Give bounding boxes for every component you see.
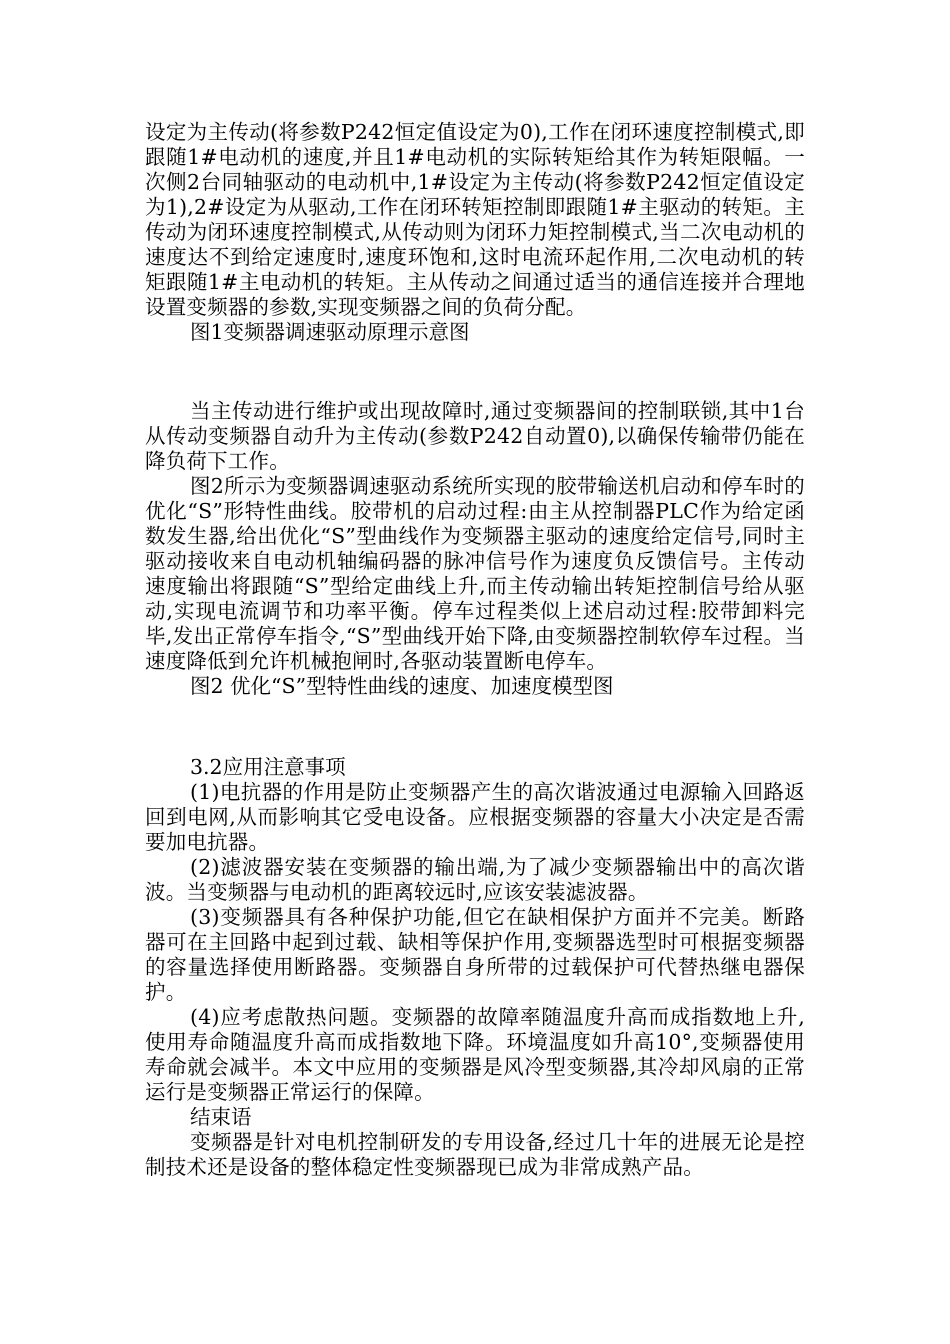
list-item: (2)滤波器安装在变频器的输出端,为了减少变频器输出中的高次谐波。当变频器与电动机的距离较远时,应该安装滤波器。: [145, 855, 805, 904]
list-item: (3)变频器具有各种保护功能,但它在缺相保护方面并不完美。断路器可在主回路中起到过载、缺相等保护作用,变频器选型时可根据变频器的容量选择使用断路器。变频器自身所带的过载保护可代替热继电器保护。: [145, 905, 805, 1004]
figure-2-caption: 图2 优化“S”型特性曲线的速度、加速度模型图: [190, 674, 614, 698]
conclusion-heading: 结束语: [190, 1105, 252, 1129]
conclusion-paragraph: 变频器是针对电机控制研发的专用设备,经过几十年的进展无论是控制技术还是设备的整体稳定性变频器现已成为非常成熟产品。: [145, 1130, 805, 1179]
list-item: (1)电抗器的作用是防止变频器产生的高次谐波通过电源输入回路返回到电网,从而影响其它受电设备。应根据变频器的容量大小决定是否需要加电抗器。: [145, 780, 805, 854]
figure-1-placeholder: [145, 345, 805, 399]
figure-1-caption: 图1变频器调速驱动原理示意图: [190, 320, 470, 344]
body-paragraph: 当主传动进行维护或出现故障时,通过变频器间的控制联锁,其中1台从传动变频器自动升为主传动(参数P242自动置0),以确保传输带仍能在降负荷下工作。: [145, 399, 805, 473]
list-item: (4)应考虑散热问题。变频器的故障率随温度升高而成指数地上升,使用寿命随温度升高而成指数地下降。环境温度如升高10°,变频器使用寿命就会减半。本文中应用的变频器是风冷型变频器,其冷却风扇的正常运行是变频器正常运行的保障。: [145, 1005, 805, 1104]
figure-2-placeholder: [145, 699, 805, 755]
document-page: [145, 120, 805, 1180]
section-heading: 3.2应用注意事项: [190, 755, 346, 779]
body-paragraph: 设定为主传动(将参数P242恒定值设定为0),工作在闭环速度控制模式,即跟随1#电动机的速度,并且1#电动机的实际转矩给其作为转矩限幅。一次侧2台同轴驱动的电动机中,1#设定为主传动(将参数P242恒定值设定为1),2#设定为从驱动,工作在闭环转矩控制即跟随1#主驱动的转矩。主传动为闭环速度控制模式,从传动则为闭环力矩控制模式,当二次电动机的速度达不到给定速度时,速度环饱和,这时电流环起作用,二次电动机的转矩跟随1#主电动机的转矩。主从传动之间通过适当的通信连接并合理地设置变频器的参数,实现变频器之间的负荷分配。: [145, 120, 805, 319]
body-paragraph: 图2所示为变频器调速驱动系统所实现的胶带输送机启动和停车时的优化“S”形特性曲线。胶带机的启动过程:由主从控制器PLC作为给定函数发生器,给出优化“S”型曲线作为变频器主驱动的速度给定信号,同时主驱动接收来自电动机轴编码器的脉冲信号作为速度负反馈信号。主传动速度输出将跟随“S”型给定曲线上升,而主传动输出转矩控制信号给从驱动,实现电流调节和功率平衡。停车过程类似上述启动过程:胶带卸料完毕,发出正常停车指令,“S”型曲线开始下降,由变频器控制软停车过程。当速度降低到允许机械抱闸时,各驱动装置断电停车。: [145, 474, 805, 673]
